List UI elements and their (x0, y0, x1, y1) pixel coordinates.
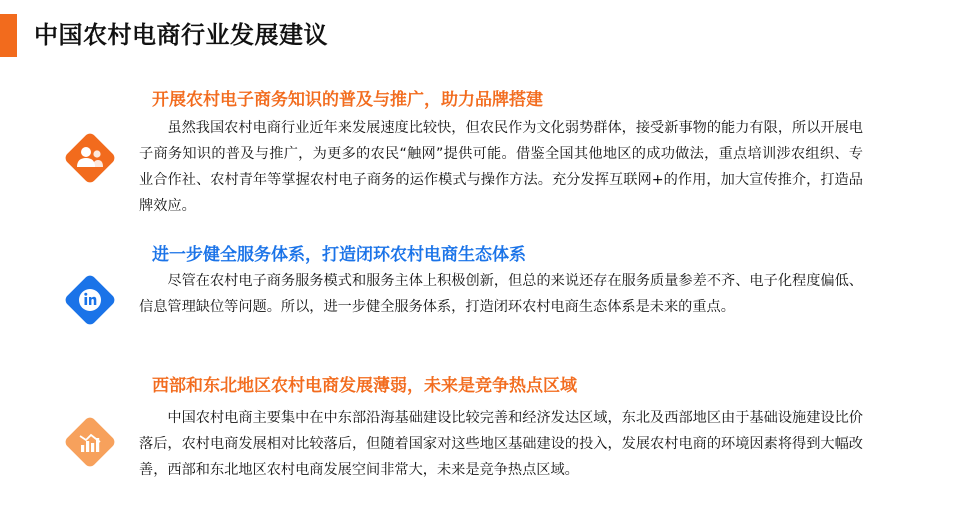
page-title: 中国农村电商行业发展建议 (34, 21, 328, 49)
people-icon (60, 128, 120, 188)
title-accent-bar (0, 14, 17, 57)
section-body: 虽然我国农村电商行业近年来发展速度比较快，但农民作为文化弱势群体，接受新事物的能力有限，所以开展电子商务知识的普及与推广，为更多的农民“触网”提供可能。借鉴全国其他地区的成功做法，重点培训涉农组织、专业合作社、农村青年等掌握农村电子商务的运作模式与操作方法。充分发挥互联网+的作用，加大宣传推介，打造品牌效应。 (139, 120, 863, 214)
section-heading: 西部和东北地区农村电商发展薄弱，未来是竞争热点区域 (152, 376, 577, 396)
chart-icon (60, 412, 120, 472)
section-body: 中国农村电商主要集中在中东部沿海基础建设比较完善和经济发达区域，东北及西部地区由于基础设施建设比价落后，农村电商发展相对比较落后，但随着国家对这些地区基础建设的投入，发展农村电商的环境因素将得到大幅改善，西部和东北地区农村电商发展空间非常大，未来是竞争热点区域。 (139, 410, 863, 478)
section-heading: 开展农村电子商务知识的普及与推广，助力品牌搭建 (152, 90, 543, 110)
section-heading: 进一步健全服务体系，打造闭环农村电商生态体系 (152, 245, 526, 265)
section-body: 尽管在农村电子商务服务模式和服务主体上积极创新，但总的来说还存在服务质量参差不齐、电子化程度偏低、信息管理缺位等问题。所以，进一步健全服务体系，打造闭环农村电商生态体系是未来的重点。 (139, 273, 863, 315)
linkedin-icon (60, 270, 120, 330)
